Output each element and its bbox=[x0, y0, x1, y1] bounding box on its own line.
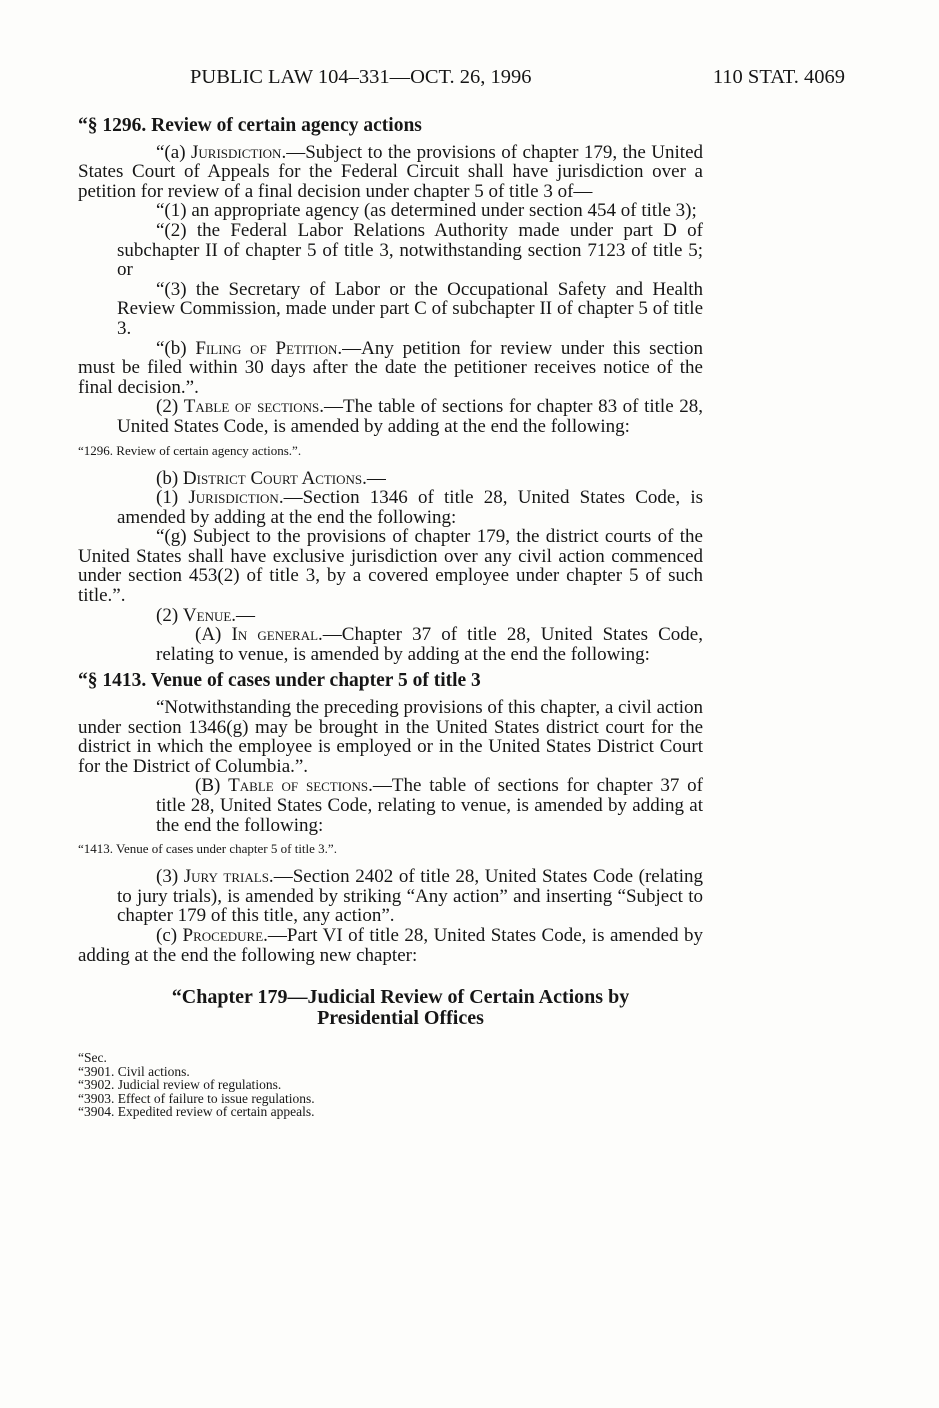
section-1413-heading: “§ 1413. Venue of cases under chapter 5 of title 3 bbox=[78, 670, 481, 692]
paragraph-2-venue: (2) Venue.— bbox=[156, 604, 256, 626]
paragraph-2-table: (2) Table of sections.—The table of sections for chapter 83 of title 28, United States Code, is amended by adding at the end the following: bbox=[117, 396, 703, 437]
chapter-table-of-sections bbox=[78, 1051, 703, 1119]
toc-line: “Sec. bbox=[78, 1050, 107, 1066]
paragraph-B-table: (B) Table of sections.—The table of sections for chapter 37 of title 28, United States Code, relating to venue, is amended by adding at the end the following: bbox=[156, 775, 703, 836]
toc-line: “3904. Expedited review of certain appeals. bbox=[78, 1104, 315, 1120]
paragraph-A-general: (A) In general.—Chapter 37 of title 28, United States Code, relating to venue, is amended by adding at the end the following: bbox=[156, 624, 703, 665]
paragraph-a1: “(1) an appropriate agency (as determined under section 454 of title 3); bbox=[156, 200, 697, 222]
chapter-179-heading: “Chapter 179—Judicial Review of Certain Actions by Presidential Offices bbox=[171, 986, 630, 1030]
paragraph-g: “(g) Subject to the provisions of chapter 179, the district courts of the United States shall have exclusive jurisdiction over any civil action commenced under section 453(2) of title 3, by a covered employee under chapter 5 of such title.”. bbox=[78, 526, 703, 607]
page-body bbox=[78, 116, 703, 1119]
paragraph-a-jurisdiction: “(a) Jurisdiction.—Subject to the provisions of chapter 179, the United States Court of Appeals for the Federal Circuit shall have jurisdiction over a petition for review of a final decision under chapter 5 of title 3 of— bbox=[78, 141, 703, 202]
table-entry-1296: “1296. Review of certain agency actions.”. bbox=[78, 442, 302, 458]
paragraph-c-procedure: (c) Procedure.—Part VI of title 28, United States Code, is amended by adding at the end the following new chapter: bbox=[78, 924, 703, 966]
paragraph-b-filing: “(b) Filing of Petition.—Any petition for review under this section must be filed within 30 days after the date the petitioner receives notice of the final decision.”. bbox=[78, 337, 703, 398]
paragraph-a2: “(2) the Federal Labor Relations Authority made under part D of subchapter II of chapter 5 of title 3, notwithstanding section 7123 of title 5; or bbox=[117, 219, 703, 281]
statute-page-number: 110 STAT. 4069 bbox=[712, 66, 845, 88]
paragraph-b-district-court: (b) District Court Actions.— bbox=[156, 467, 386, 489]
section-1296-heading: “§ 1296. Review of certain agency actions bbox=[78, 115, 422, 136]
toc-line: “3901. Civil actions. bbox=[78, 1063, 190, 1079]
paragraph-notwithstanding: “Notwithstanding the preceding provisions of this chapter, a civil action under section 1346(g) may be brought in the United States district court for the district in which the employee is employed or in the United States District Court for the District of Columbia.”. bbox=[78, 697, 703, 777]
paragraph-b1-jurisdiction: (1) Jurisdiction.—Section 1346 of title 28, United States Code, is amended by adding at the end the following: bbox=[117, 487, 704, 528]
toc-line: “3903. Effect of failure to issue regulations. bbox=[78, 1090, 315, 1106]
paragraph-3-jury: (3) Jury trials.—Section 2402 of title 28, United States Code (relating to jury trials), is amended by striking “Any action” and inserting “Subject to chapter 179 of this title, any action”. bbox=[117, 866, 703, 927]
page-header bbox=[190, 66, 845, 96]
toc-line: “3902. Judicial review of regulations. bbox=[78, 1077, 282, 1093]
paragraph-a3: “(3) the Secretary of Labor or the Occupational Safety and Health Review Commission, made under part C of subchapter II of chapter 5 of title 3. bbox=[117, 278, 703, 339]
running-head: PUBLIC LAW 104–331—OCT. 26, 1996 bbox=[190, 66, 532, 88]
table-entry-1413: “1413. Venue of cases under chapter 5 of title 3.”. bbox=[78, 841, 337, 857]
